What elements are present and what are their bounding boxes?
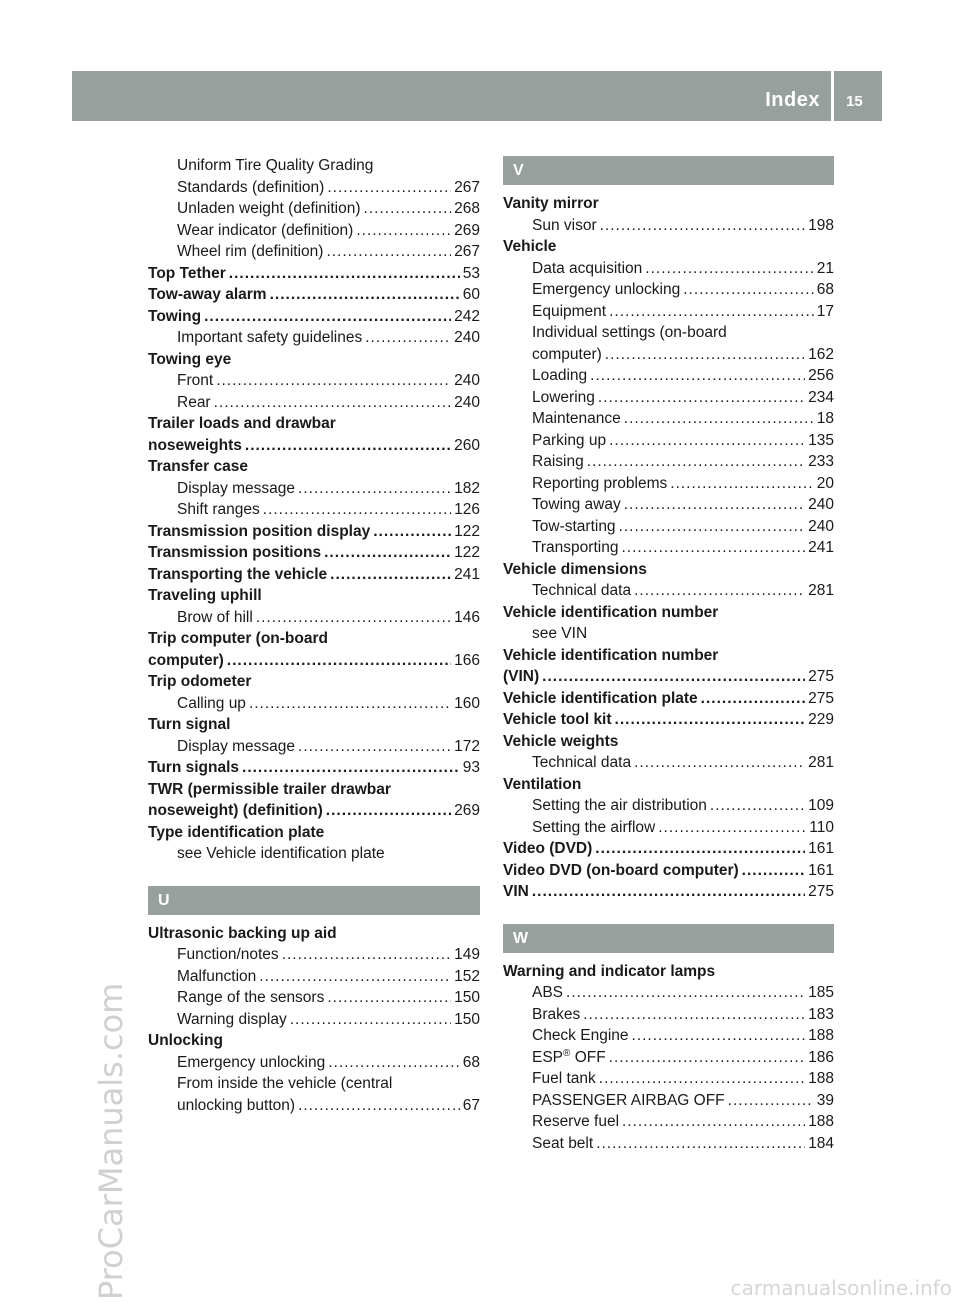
section-header-w: W xyxy=(503,924,834,953)
leader-dots xyxy=(609,1047,805,1069)
page-reference: 240 xyxy=(808,496,834,513)
leader-dots xyxy=(227,650,451,672)
leader-dots xyxy=(710,795,805,817)
index-entry xyxy=(148,564,480,586)
index-subentry xyxy=(503,1068,834,1090)
entry-label: Tow-starting xyxy=(532,517,616,535)
page-reference: 109 xyxy=(808,797,834,814)
entry-label: Shift ranges xyxy=(177,501,260,518)
index-subentry xyxy=(148,607,480,629)
leader-dots xyxy=(583,1004,805,1026)
entry-label: Loading xyxy=(532,367,588,384)
page-reference: 18 xyxy=(816,410,834,427)
entry-label: Emergency unlocking xyxy=(177,1053,326,1071)
index-subentry xyxy=(503,1025,834,1047)
entry-label: Transporting xyxy=(532,539,619,556)
page-reference: 161 xyxy=(808,861,834,879)
entry-label: Rear xyxy=(177,393,211,411)
leader-dots xyxy=(229,263,460,285)
entry-label: Towing xyxy=(148,307,202,325)
index-entry xyxy=(503,709,834,731)
entry-label: Setting the airflow xyxy=(532,818,656,836)
page-reference: 268 xyxy=(454,200,480,217)
index-subentry xyxy=(503,752,834,774)
index-entry xyxy=(503,559,834,581)
index-subentry xyxy=(148,1009,480,1031)
page-reference: 240 xyxy=(454,372,480,389)
entry-label: Raising xyxy=(532,453,584,470)
index-subentry xyxy=(503,1133,834,1155)
leader-dots xyxy=(600,215,806,237)
page-title: Index xyxy=(765,89,820,111)
index-subentry xyxy=(503,817,834,839)
entry-label: Important safety guidelines xyxy=(177,329,363,346)
page-reference: 60 xyxy=(462,286,480,303)
entry-label: Lowering xyxy=(532,388,595,406)
leader-dots xyxy=(365,327,451,349)
index-entry xyxy=(148,435,480,457)
leader-dots xyxy=(324,542,451,564)
leader-dots xyxy=(609,301,814,323)
page-reference: 275 xyxy=(808,689,834,707)
leader-dots xyxy=(609,430,805,452)
page-reference: 150 xyxy=(454,989,480,1006)
index-entry xyxy=(503,602,834,624)
index-subentry xyxy=(148,241,480,263)
page-reference: 240 xyxy=(808,517,834,535)
page-reference: 281 xyxy=(808,754,834,771)
entry-label: see Vehicle identification plate xyxy=(177,845,385,862)
leader-dots xyxy=(242,757,460,779)
entry-label: Seat belt xyxy=(532,1134,594,1152)
page-reference: 267 xyxy=(454,243,480,260)
leader-dots xyxy=(290,1009,451,1031)
leader-dots xyxy=(204,306,451,328)
index-subentry xyxy=(503,473,834,495)
page-reference: 242 xyxy=(454,307,480,325)
index-entry xyxy=(503,774,834,796)
entry-label: Traveling uphill xyxy=(148,587,262,604)
entry-label: Trip computer (on-board xyxy=(148,630,328,647)
entry-label: Brow of hill xyxy=(177,608,253,626)
entry-label: Setting the air distribution xyxy=(532,797,707,814)
page-reference: 68 xyxy=(462,1053,480,1071)
index-subentry xyxy=(503,1047,834,1069)
index-entry xyxy=(503,838,834,860)
index-subentry xyxy=(503,451,834,473)
page-reference: 229 xyxy=(808,711,834,728)
entry-label: Wear indicator (definition) xyxy=(177,221,354,239)
leader-dots xyxy=(624,408,814,430)
leader-dots xyxy=(249,693,451,715)
entry-label: Reporting problems xyxy=(532,474,668,492)
leader-dots xyxy=(605,344,805,366)
leader-dots xyxy=(621,537,805,559)
entry-label: Technical data xyxy=(532,582,632,599)
index-entry xyxy=(503,666,834,688)
index-column-right xyxy=(503,156,834,1154)
page-reference: 160 xyxy=(454,694,480,712)
index-entry xyxy=(503,193,834,215)
leader-dots xyxy=(590,365,805,387)
entry-label: Fuel tank xyxy=(532,1070,596,1087)
index-subentry xyxy=(503,494,834,516)
index-column-left xyxy=(148,155,480,1116)
page-reference: 233 xyxy=(808,453,834,470)
leader-dots xyxy=(327,987,451,1009)
index-subentry xyxy=(148,155,480,177)
index-entry xyxy=(148,779,480,801)
entry-label: From inside the vehicle (central xyxy=(177,1075,393,1092)
index-subentry xyxy=(503,301,834,323)
index-entry xyxy=(148,263,480,285)
page-reference: 256 xyxy=(808,367,834,384)
leader-dots xyxy=(598,387,805,409)
index-subentry xyxy=(148,987,480,1009)
index-entry xyxy=(148,671,480,693)
leader-dots xyxy=(615,709,806,731)
page-reference: 183 xyxy=(808,1005,834,1023)
entry-label: Unladen weight (definition) xyxy=(177,200,361,217)
entry-label: Transporting the vehicle xyxy=(148,565,328,583)
index-entry xyxy=(503,961,834,983)
index-subentry xyxy=(148,736,480,758)
entry-label: Vehicle xyxy=(503,238,557,255)
index-entry xyxy=(148,585,480,607)
index-subentry xyxy=(148,370,480,392)
page-number: 15 xyxy=(846,93,863,110)
index-subentry xyxy=(503,623,834,645)
entry-label: Range of the sensors xyxy=(177,989,325,1006)
entry-label: Sun visor xyxy=(532,216,597,234)
leader-dots xyxy=(216,370,451,392)
leader-dots xyxy=(532,881,805,903)
leader-dots xyxy=(373,521,451,543)
index-subentry xyxy=(503,795,834,817)
page-reference: 269 xyxy=(454,221,480,239)
page-reference: 234 xyxy=(808,388,834,406)
index-subentry xyxy=(148,499,480,521)
entry-label: Warning and indicator lamps xyxy=(503,962,716,980)
entry-label: Transfer case xyxy=(148,458,248,475)
entry-label: Trip odometer xyxy=(148,673,252,690)
index-subentry xyxy=(503,322,834,344)
leader-dots xyxy=(245,435,451,457)
section-header-u: U xyxy=(148,886,480,915)
page-reference: 182 xyxy=(454,479,480,497)
entry-label: unlocking button) xyxy=(177,1096,296,1114)
index-subentry xyxy=(148,177,480,199)
leader-dots xyxy=(263,499,451,521)
index-subentry xyxy=(148,693,480,715)
entry-label: Emergency unlocking xyxy=(532,281,681,298)
page-reference: 260 xyxy=(454,436,480,454)
entry-label: computer) xyxy=(532,345,602,363)
index-subentry xyxy=(148,392,480,414)
page-reference: 172 xyxy=(454,737,480,755)
entry-label: Technical data xyxy=(532,754,632,771)
entry-label: Vehicle weights xyxy=(503,732,619,750)
entry-label: noseweights xyxy=(148,436,242,454)
entry-label: Maintenance xyxy=(532,410,621,427)
leader-dots xyxy=(256,607,451,629)
page-reference: 240 xyxy=(454,329,480,346)
entry-label: Ventilation xyxy=(503,775,582,793)
page-reference: 281 xyxy=(808,582,834,599)
index-entry xyxy=(503,645,834,667)
leader-dots xyxy=(632,1025,806,1047)
leader-dots xyxy=(658,817,806,839)
index-subentry xyxy=(503,1111,834,1133)
entry-label: ESP® OFF xyxy=(532,1047,606,1066)
entry-label: see VIN xyxy=(532,625,588,642)
page-reference: 122 xyxy=(454,522,480,540)
entry-label: Vanity mirror xyxy=(503,195,599,212)
page-reference: 166 xyxy=(454,651,480,669)
entry-label: Turn signal xyxy=(148,716,231,733)
page-reference: 241 xyxy=(808,539,834,556)
index-entry xyxy=(148,757,480,779)
entry-label: Vehicle tool kit xyxy=(503,711,612,728)
index-entry xyxy=(148,1030,480,1052)
leader-dots xyxy=(634,580,805,602)
page-reference: 275 xyxy=(808,883,834,900)
page-reference: 126 xyxy=(454,501,480,518)
leader-dots xyxy=(328,1052,460,1074)
index-subentry xyxy=(148,1073,480,1095)
entry-label: computer) xyxy=(148,651,224,669)
entry-label: Display message xyxy=(177,737,296,755)
entry-label: Vehicle identification plate xyxy=(503,689,698,707)
leader-dots xyxy=(298,736,451,758)
leader-dots xyxy=(624,494,805,516)
leader-dots xyxy=(622,1111,805,1133)
entry-label: Trailer loads and drawbar xyxy=(148,415,336,432)
entry-label: Calling up xyxy=(177,694,246,712)
page-reference: 186 xyxy=(808,1048,834,1066)
index-entry xyxy=(148,413,480,435)
page-reference: 67 xyxy=(462,1096,480,1114)
index-entry xyxy=(503,236,834,258)
entry-label: Wheel rim (definition) xyxy=(177,243,324,260)
leader-dots xyxy=(645,258,813,280)
entry-label: Towing away xyxy=(532,496,621,513)
index-subentry xyxy=(503,982,834,1004)
page-reference: 93 xyxy=(462,759,480,776)
index-entry xyxy=(148,306,480,328)
leader-dots xyxy=(566,982,805,1004)
entry-label: Parking up xyxy=(532,431,607,449)
leader-dots xyxy=(214,392,452,414)
page-reference: 185 xyxy=(808,984,834,1001)
entry-label: Transmission position display xyxy=(148,522,371,540)
entry-label: ABS xyxy=(532,984,564,1001)
leader-dots xyxy=(683,279,814,301)
leader-dots xyxy=(599,1068,805,1090)
page-reference: 21 xyxy=(816,259,834,277)
leader-dots xyxy=(701,688,805,710)
entry-label: Display message xyxy=(177,479,296,497)
index-subentry xyxy=(148,843,480,865)
entry-label: Vehicle dimensions xyxy=(503,560,647,578)
index-subentry xyxy=(503,516,834,538)
entry-label: Vehicle identification number xyxy=(503,646,719,664)
index-entry xyxy=(503,860,834,882)
watermark-bottom: carmanualsonline.info xyxy=(730,1276,952,1300)
page-reference: 267 xyxy=(454,178,480,196)
index-subentry xyxy=(148,478,480,500)
index-entry xyxy=(148,822,480,844)
index-entry xyxy=(503,688,834,710)
entry-label: Type identification plate xyxy=(148,823,325,841)
page-reference: 240 xyxy=(454,393,480,411)
leader-dots xyxy=(270,284,460,306)
entry-label: Turn signals xyxy=(148,759,240,776)
index-subentry xyxy=(503,215,834,237)
leader-dots xyxy=(596,1133,805,1155)
page-reference: 110 xyxy=(809,818,834,836)
leader-dots xyxy=(742,860,805,882)
leader-dots xyxy=(356,220,451,242)
entry-label: Front xyxy=(177,372,214,389)
leader-dots xyxy=(542,666,805,688)
entry-label: PASSENGER AIRBAG OFF xyxy=(532,1091,725,1109)
index-subentry xyxy=(503,408,834,430)
page-reference: 149 xyxy=(454,946,480,963)
index-entry xyxy=(148,349,480,371)
leader-dots xyxy=(670,473,813,495)
entry-label: Malfunction xyxy=(177,967,257,985)
index-subentry xyxy=(148,327,480,349)
entry-label: Equipment xyxy=(532,302,607,320)
leader-dots xyxy=(298,1095,460,1117)
entry-label: Function/notes xyxy=(177,946,279,963)
index-entry xyxy=(148,542,480,564)
leader-dots xyxy=(587,451,805,473)
index-subentry xyxy=(503,430,834,452)
page-reference: 122 xyxy=(454,544,480,561)
page-reference: 20 xyxy=(816,474,834,492)
page-reference: 188 xyxy=(808,1070,834,1087)
page-reference: 275 xyxy=(808,668,834,685)
entry-label: Individual settings (on-board xyxy=(532,324,727,341)
index-subentry xyxy=(503,580,834,602)
leader-dots xyxy=(634,752,805,774)
page-reference: 150 xyxy=(454,1010,480,1028)
entry-label: Video (DVD) xyxy=(503,840,593,857)
section-header-v: V xyxy=(503,156,834,185)
index-entry xyxy=(148,714,480,736)
leader-dots xyxy=(326,800,451,822)
index-subentry xyxy=(503,365,834,387)
index-subentry xyxy=(148,198,480,220)
index-subentry xyxy=(503,1004,834,1026)
entry-label: Reserve fuel xyxy=(532,1113,620,1130)
page-reference: 53 xyxy=(462,264,480,282)
index-entry xyxy=(148,628,480,650)
leader-dots xyxy=(330,564,451,586)
index-subentry xyxy=(503,279,834,301)
page-reference: 17 xyxy=(816,302,834,320)
entry-label: Warning display xyxy=(177,1010,287,1028)
page-reference: 188 xyxy=(808,1113,834,1130)
page-reference: 269 xyxy=(454,802,480,819)
index-entry xyxy=(503,881,834,903)
index-subentry xyxy=(148,966,480,988)
index-entry xyxy=(148,284,480,306)
entry-label: Data acquisition xyxy=(532,259,643,277)
entry-label: Top Tether xyxy=(148,264,226,282)
leader-dots xyxy=(298,478,451,500)
page-reference: 188 xyxy=(808,1027,834,1044)
leader-dots xyxy=(282,944,451,966)
entry-label: Tow-away alarm xyxy=(148,286,267,303)
page-reference: 241 xyxy=(454,565,480,583)
watermark-left: ProCarManuals.com xyxy=(92,982,130,1300)
page-reference: 68 xyxy=(816,281,834,298)
leader-dots xyxy=(326,241,451,263)
page-reference: 198 xyxy=(808,216,834,234)
leader-dots xyxy=(619,516,806,538)
index-subentry xyxy=(148,220,480,242)
index-entry xyxy=(148,923,480,945)
leader-dots xyxy=(364,198,452,220)
page-reference: 152 xyxy=(454,967,480,985)
index-subentry xyxy=(503,258,834,280)
entry-label: Unlocking xyxy=(148,1032,223,1049)
entry-label: Brakes xyxy=(532,1005,581,1023)
index-subentry xyxy=(503,387,834,409)
index-entry xyxy=(148,650,480,672)
page-reference: 39 xyxy=(816,1091,834,1109)
entry-label: Vehicle identification number xyxy=(503,603,719,621)
index-subentry xyxy=(148,1095,480,1117)
entry-label: Video DVD (on-board computer) xyxy=(503,861,739,879)
index-entry xyxy=(503,731,834,753)
entry-label: Uniform Tire Quality Grading xyxy=(177,157,374,174)
leader-dots xyxy=(327,177,451,199)
entry-label: Standards (definition) xyxy=(177,178,325,196)
header-bar xyxy=(72,71,882,121)
index-subentry xyxy=(148,944,480,966)
entry-label: (VIN) xyxy=(503,668,540,685)
entry-label: Ultrasonic backing up aid xyxy=(148,924,337,942)
leader-dots xyxy=(728,1090,814,1112)
index-subentry xyxy=(503,537,834,559)
index-entry xyxy=(148,521,480,543)
index-subentry xyxy=(503,344,834,366)
entry-label: Check Engine xyxy=(532,1027,629,1044)
page-reference: 161 xyxy=(808,840,834,857)
page-reference: 135 xyxy=(808,431,834,449)
page-reference: 162 xyxy=(808,345,834,363)
entry-label: Transmission positions xyxy=(148,544,322,561)
leader-dots xyxy=(595,838,805,860)
index-subentry xyxy=(148,1052,480,1074)
page-reference: 146 xyxy=(454,608,480,626)
page-reference: 184 xyxy=(808,1134,834,1152)
index-entry xyxy=(148,800,480,822)
index-subentry xyxy=(503,1090,834,1112)
leader-dots xyxy=(259,966,451,988)
header-separator xyxy=(831,71,834,121)
entry-label: VIN xyxy=(503,883,529,900)
entry-label: TWR (permissible trailer drawbar xyxy=(148,780,391,798)
entry-label: noseweight) (definition) xyxy=(148,802,323,819)
entry-label: Towing eye xyxy=(148,350,232,368)
index-entry xyxy=(148,456,480,478)
